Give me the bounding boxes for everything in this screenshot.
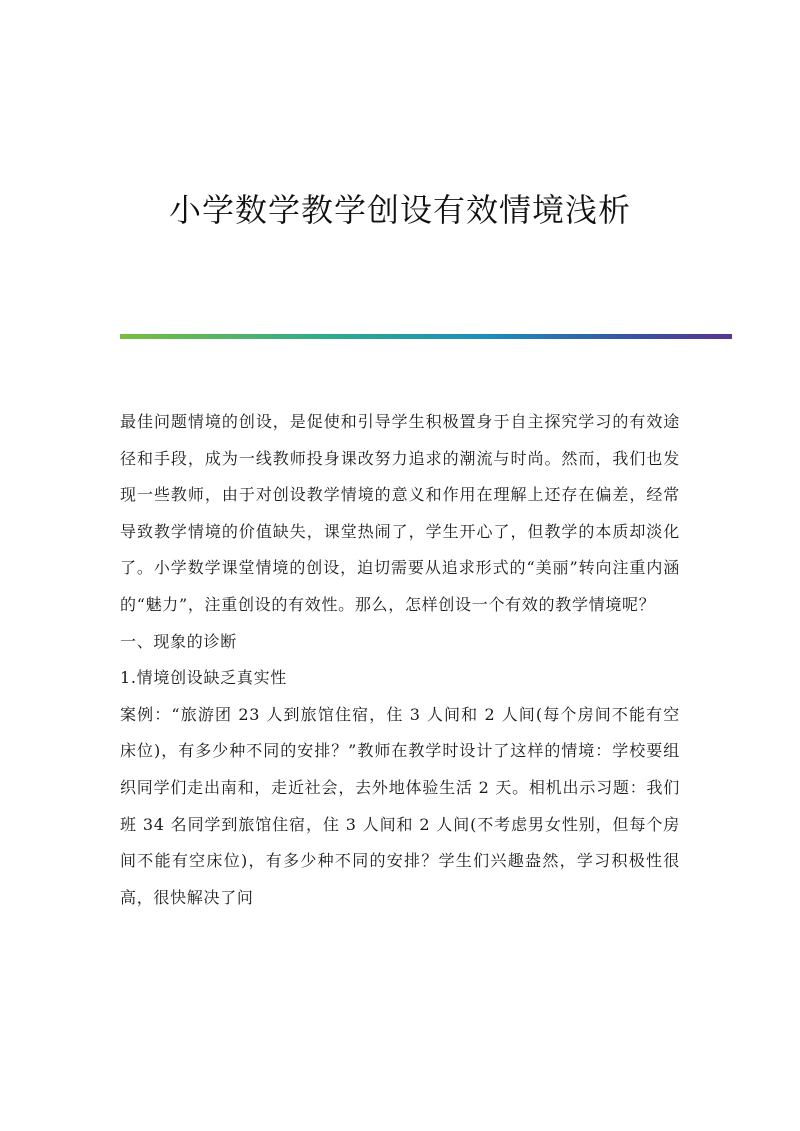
section-heading: 一、现象的诊断: [120, 631, 237, 651]
subsection-heading: 1.情境创设缺乏真实性: [120, 668, 287, 688]
intro-paragraph: 最佳问题情境的创设，是促使和引导学生积极置身于自主探究学习的有效途径和手段，成为一线教师投身课改努力追求的潮流与时尚。然而，我们也发现一些教师，由于对创设教学情境的意义和作用在理解上还存在偏差，经常导致教学情境的价值缺失，课堂热闹了，学生开心了，但教学的本质却淡化了。小学数学课堂情境的创设，迫切需要从追求形式的“美丽”转向注重内涵的“魅力”，注重创设的有效性。那么，怎样创设一个有效的教学情境呢？: [120, 412, 680, 614]
page-title: 小学数学教学创设有效情境浅析: [168, 191, 631, 229]
document-body: [120, 404, 680, 916]
case-paragraph: 案例：“旅游团 23 人到旅馆住宿，住 3 人间和 2 人间(每个房间不能有空床位)，有多少种不同的安排？”教师在教学时设计了这样的情境：学校要组织同学们走出南和，走近社会，去外地体验生活 2 天。相机出示习题：我们班 34 名同学到旅馆住宿，住 3 人间和 2 人间(不考虑男女性别，但每个房间不能有空床位)，有多少种不同的安排？学生们兴趣盎然，学习积极性很高，很快解决了问: [120, 704, 680, 907]
title-divider: [120, 334, 732, 339]
